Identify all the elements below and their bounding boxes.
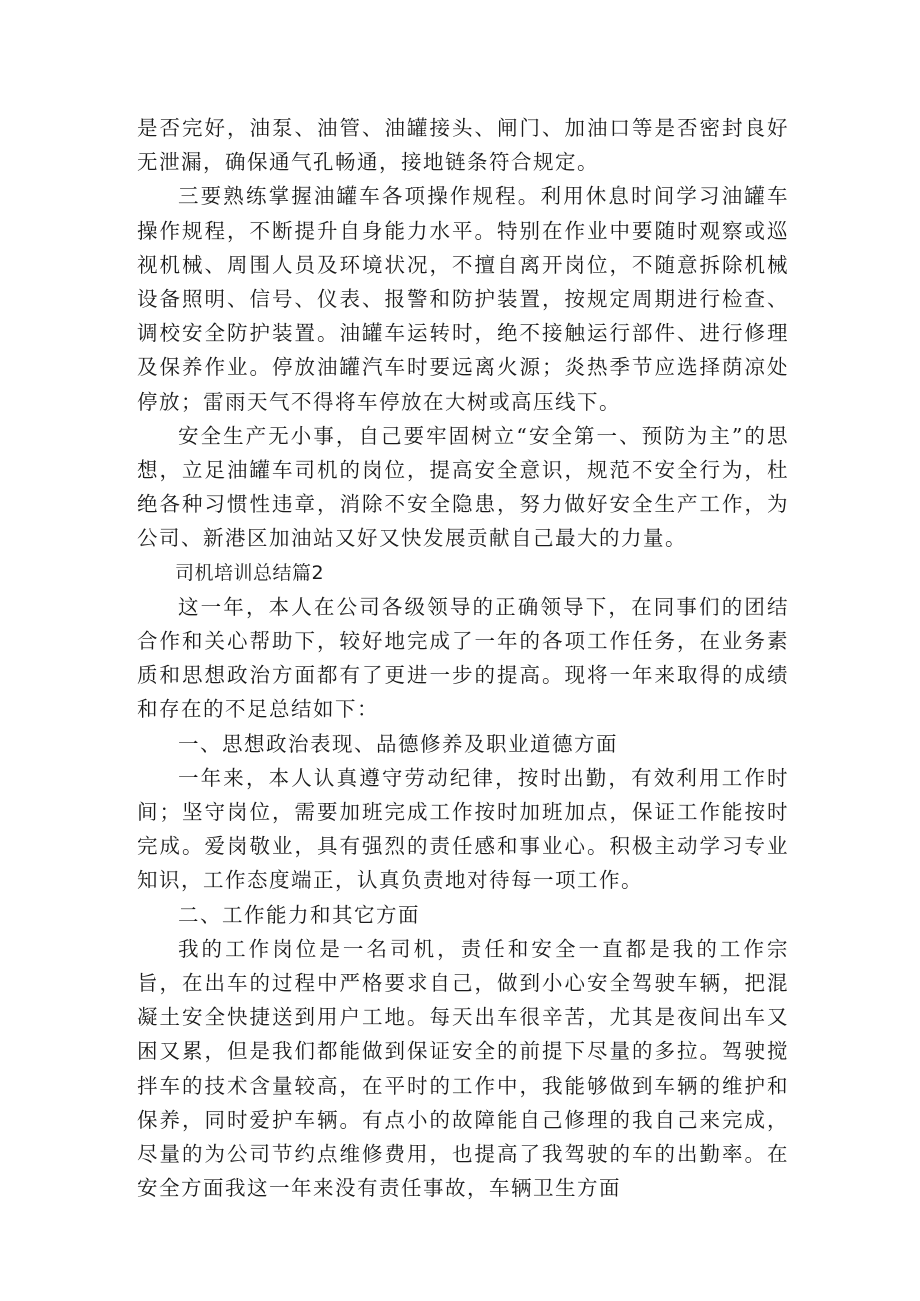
paragraph-vehicle-inspection: 是否完好，油泵、油管、油罐接头、闸门、加油口等是否密封良好无泄漏，确保通气孔畅通，接地链条符合规定。	[137, 116, 789, 175]
paragraph-work-discipline: 一年来，本人认真遵守劳动纪律，按时出勤，有效利用工作时间；坚守岗位，需要加班完成工作按时加班加点，保证工作能按时完成。爱岗敬业，具有强烈的责任感和事业心。积极主动学习专业知识，工作态度端正，认真负责地对待每一项工作。	[137, 765, 789, 893]
paragraph-operating-procedures: 三要熟练掌握油罐车各项操作规程。利用休息时间学习油罐车操作规程，不断提升自身能力水平。特别在作业中要随时观察或巡视机械、周围人员及环境状况，不擅自离开岗位，不随意拆除机械设备照明、信号、仪表、报警和防护装置，按规定周期进行检查、调校安全防护装置。油罐车运转时，绝不接触运行部件、进行修理及保养作业。停放油罐汽车时要远离火源；炎热季节应选择荫凉处停放；雷雨天气不得将车停放在大树或高压线下。	[137, 184, 789, 414]
paragraph-driver-duties: 我的工作岗位是一名司机，责任和安全一直都是我的工作宗旨，在出车的过程中严格要求自己，做到小心安全驾驶车辆，把混凝土安全快捷送到用户工地。每天出车很辛苦，尤其是夜间出车又困又累，但是我们都能做到保证安全的前提下尽量的多拉。驾驶搅拌车的技术含量较高，在平时的工作中，我能够做到车辆的维护和保养，同时爱护车辆。有点小的故障能自己修理的我自己来完成，尽量的为公司节约点维修费用，也提高了我驾驶的车的出勤率。在安全方面我这一年来没有责任事故，车辆卫生方面	[137, 936, 789, 1201]
paragraph-year-summary: 这一年，本人在公司各级领导的正确领导下，在同事们的团结合作和关心帮助下，较好地完成了一年的各项工作任务，在业务素质和思想政治方面都有了更进一步的提高。现将一年来取得的成绩和存在的不足总结如下：	[137, 594, 789, 722]
document-page	[137, 111, 789, 1206]
paragraph-safety-production: 安全生产无小事，自己要牢固树立“安全第一、预防为主”的思想，立足油罐车司机的岗位，提高安全意识，规范不安全行为，杜绝各种习惯性违章，消除不安全隐患，努力做好安全生产工作，为公司、新港区加油站又好又快发展贡献自己最大的力量。	[137, 423, 789, 551]
heading-work-ability: 二、工作能力和其它方面	[178, 902, 420, 927]
section-title-part2: 司机培训总结篇2	[175, 561, 325, 584]
heading-political-ethics: 一、思想政治表现、品德修养及职业道德方面	[178, 731, 618, 756]
